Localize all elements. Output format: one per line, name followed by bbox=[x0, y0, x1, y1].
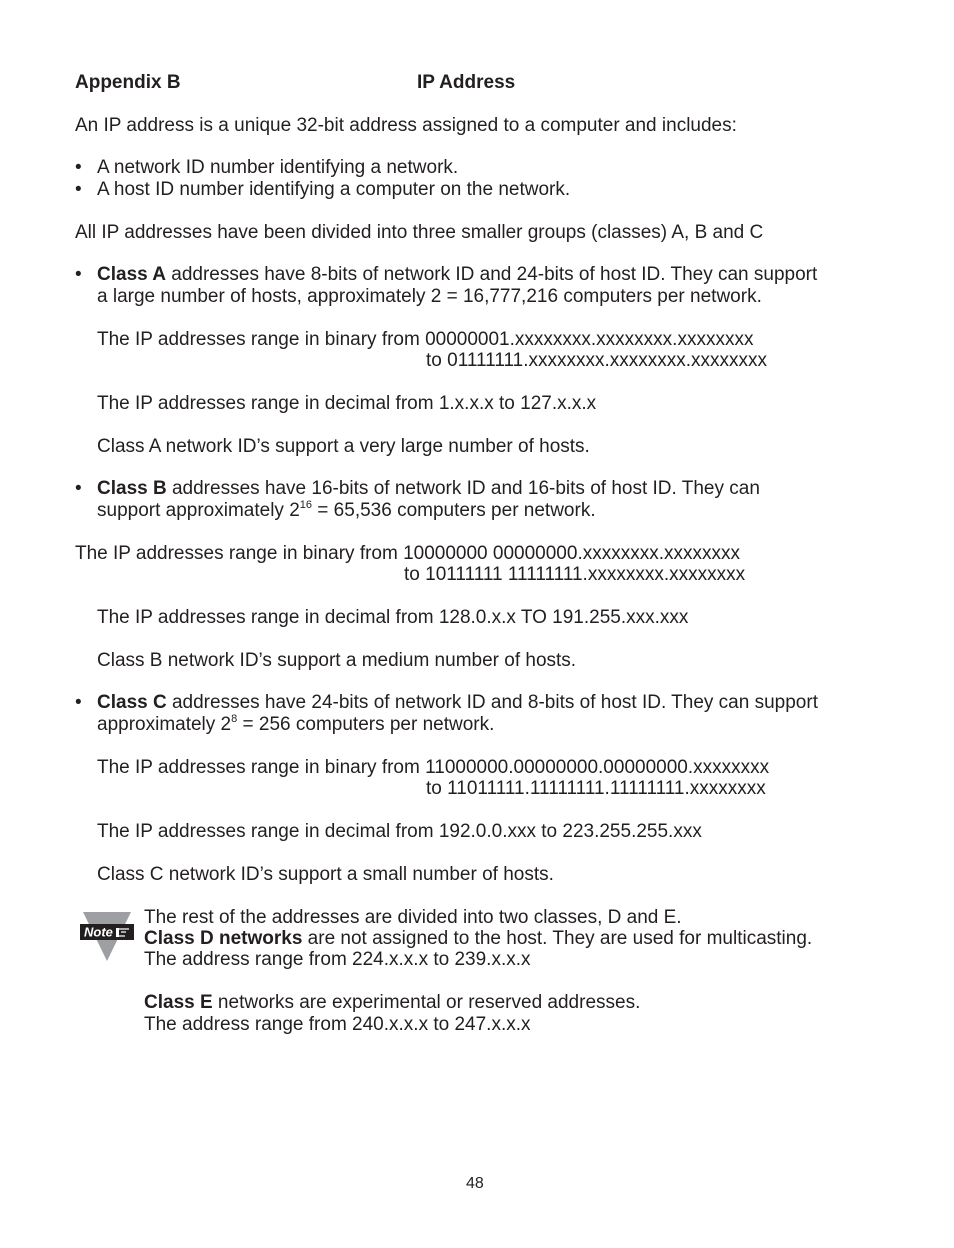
bullet-icon: • bbox=[75, 264, 82, 285]
note-triangle-icon bbox=[80, 911, 134, 963]
bullet-icon: • bbox=[75, 692, 82, 713]
class-c-decimal-range: The IP addresses range in decimal from 192.0.0.xxx to 223.255.255.xxx bbox=[97, 821, 702, 842]
note-class-e-desc bbox=[144, 992, 640, 1014]
class-d-label: Class D networks bbox=[144, 928, 303, 949]
class-a-desc-line2: a large number of hosts, approximately 2 = 16,777,216 computers per network. bbox=[97, 286, 762, 307]
class-c-label: Class C bbox=[97, 692, 167, 713]
bullet-text: A host ID number identifying a computer on the network. bbox=[97, 179, 571, 200]
class-b-desc1: addresses have 16-bits of network ID and 16-bits of host ID. They can bbox=[166, 478, 760, 499]
page-title: IP Address bbox=[417, 72, 516, 93]
class-a-desc1: addresses have 8-bits of network ID and 24-bits of host ID. They can support bbox=[166, 264, 818, 285]
class-b-desc-line2 bbox=[97, 500, 596, 522]
class-b-label: Class B bbox=[97, 478, 167, 499]
class-c-desc1: addresses have 24-bits of network ID and 8-bits of host ID. They can support bbox=[166, 692, 818, 713]
class-c-desc-line1 bbox=[97, 692, 818, 714]
intro-paragraph: An IP address is a unique 32-bit address assigned to a computer and includes: bbox=[75, 115, 737, 136]
division-paragraph: All IP addresses have been divided into three smaller groups (classes) A, B and C bbox=[75, 222, 764, 243]
note-class-e-range: The address range from 240.x.x.x to 247.x.x.x bbox=[144, 1014, 531, 1035]
appendix-label: Appendix B bbox=[75, 72, 181, 93]
bullet-icon: • bbox=[75, 157, 82, 178]
note-label: Note bbox=[84, 924, 113, 940]
bullet-icon: • bbox=[75, 478, 82, 499]
class-b-decimal-range: The IP addresses range in decimal from 128.0.x.x TO 191.255.xxx.xxx bbox=[97, 607, 689, 628]
class-a-desc-line1 bbox=[97, 264, 817, 286]
bullet-text: A network ID number identifying a network. bbox=[97, 157, 459, 178]
class-c-desc2-post: = 256 computers per network. bbox=[237, 714, 495, 735]
class-b-exponent: 16 bbox=[299, 498, 313, 511]
class-a-label: Class A bbox=[97, 264, 166, 285]
page-number: 48 bbox=[466, 1175, 484, 1192]
class-b-desc-line1 bbox=[97, 478, 760, 500]
bullet-icon: • bbox=[75, 179, 82, 200]
class-a-support: Class A network ID’s support a very large number of hosts. bbox=[97, 436, 590, 457]
class-e-label: Class E bbox=[144, 992, 213, 1013]
class-a-binary-from: The IP addresses range in binary from 00000001.xxxxxxxx.xxxxxxxx.xxxxxxxx bbox=[97, 329, 754, 350]
class-b-desc2-pre: support approximately 2 bbox=[97, 500, 300, 521]
class-b-binary-to: to 10111111 11111111.xxxxxxxx.xxxxxxxx bbox=[404, 564, 746, 585]
class-c-desc-line2 bbox=[97, 714, 494, 736]
class-b-desc2-post: = 65,536 computers per network. bbox=[312, 500, 596, 521]
note-icon bbox=[80, 911, 134, 963]
class-a-decimal-range: The IP addresses range in decimal from 1.x.x.x to 127.x.x.x bbox=[97, 393, 597, 414]
class-d-desc: are not assigned to the host. They are used for multicasting. bbox=[302, 928, 813, 949]
note-class-d-desc bbox=[144, 928, 812, 950]
class-c-binary-to: to 11011111.11111111.11111111.xxxxxxxx bbox=[426, 778, 766, 799]
class-b-support: Class B network ID’s support a medium number of hosts. bbox=[97, 650, 577, 671]
class-c-support: Class C network ID’s support a small number of hosts. bbox=[97, 864, 554, 885]
class-c-exponent: 8 bbox=[231, 712, 238, 725]
class-e-desc: networks are experimental or reserved addresses. bbox=[212, 992, 641, 1013]
class-b-binary-from: The IP addresses range in binary from 10000000 00000000.xxxxxxxx.xxxxxxxx bbox=[75, 543, 740, 564]
note-class-d-range: The address range from 224.x.x.x to 239.x.x.x bbox=[144, 949, 531, 970]
class-c-desc2-pre: approximately 2 bbox=[97, 714, 232, 735]
class-c-binary-from: The IP addresses range in binary from 11000000.00000000.00000000.xxxxxxxx bbox=[97, 757, 770, 778]
class-a-binary-to: to 01111111.xxxxxxxx.xxxxxxxx.xxxxxxxx bbox=[426, 350, 768, 371]
note-rest: The rest of the addresses are divided into two classes, D and E. bbox=[144, 907, 682, 928]
